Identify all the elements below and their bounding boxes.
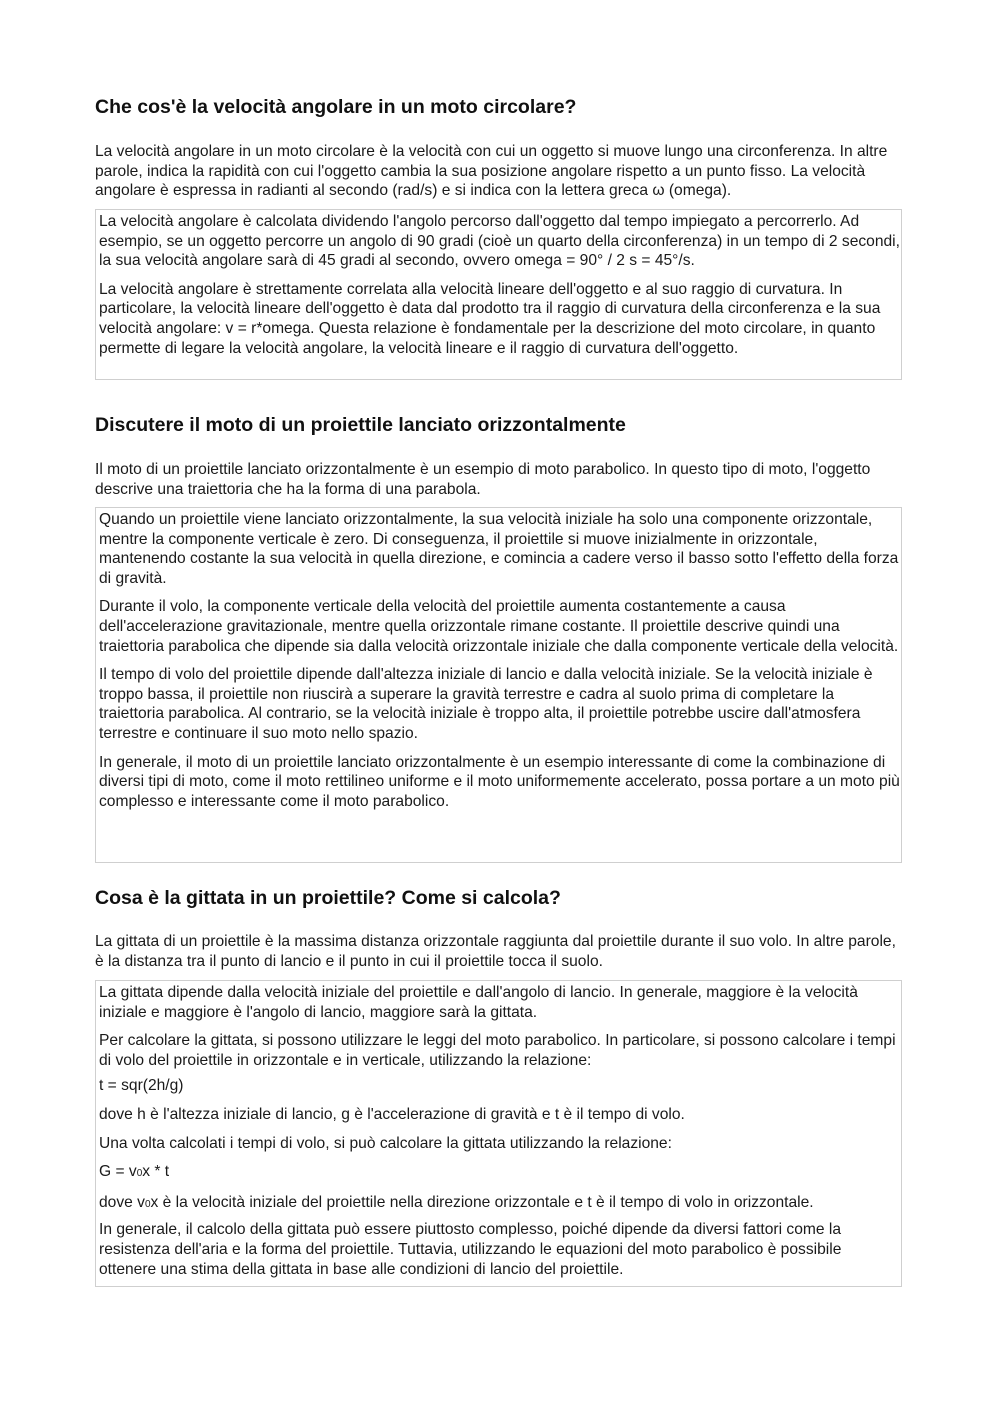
paragraph: Una volta calcolati i tempi di volo, si può calcolare la gittata utilizzando la relazione: bbox=[99, 1134, 672, 1152]
paragraph: Quando un proiettile viene lanciato orizzontalmente, la sua velocità iniziale ha solo una componente orizzontale, mentre la componente verticale è zero. Di conseguenza, il proiettile si muove inizialmente in orizzontale, mantenendo costante la sua velocità in quella direzione, e comincia a cadere verso il basso sotto l'effetto della forza di gravità. bbox=[99, 511, 899, 587]
formula-note bbox=[99, 1193, 901, 1215]
paragraph: In generale, il moto di un proiettile lanciato orizzontalmente è un esempio interessante di come la combinazione di diversi tipi di moto, come il moto rettilineo uniforme e il moto uniformemente accelerato, possa portare a un moto più complesso e interessante come il moto parabolico. bbox=[99, 753, 900, 810]
section-heading-projectile-range: Cosa è la gittata in un proiettile? Come si calcola? bbox=[95, 887, 561, 909]
formula-note-suffix: x è la velocità iniziale del proiettile nella direzione orizzontale e t è il tempo di volo in orizzontale. bbox=[150, 1193, 814, 1211]
formula-note-subscript: 0 bbox=[144, 1198, 151, 1210]
paragraph: Per calcolare la gittata, si possono utilizzare le leggi del moto parabolico. In particolare, si possono calcolare i tempi di volo del proiettile in orizzontale e in verticale, utilizzando la relazione: bbox=[99, 1032, 896, 1069]
formula-range-subscript: 0 bbox=[136, 1168, 143, 1180]
formula-time-of-flight: t = sqr(2h/g) bbox=[99, 1077, 184, 1095]
content-box-angular-velocity bbox=[95, 209, 902, 380]
section-heading-horizontal-projectile: Discutere il moto di un proiettile lanciato orizzontalmente bbox=[95, 414, 626, 436]
paragraph: dove h è l'altezza iniziale di lancio, g è l'accelerazione di gravità e t è il tempo di volo. bbox=[99, 1105, 685, 1123]
formula-range-suffix: x * t bbox=[142, 1163, 170, 1181]
section-intro-angular-velocity: La velocità angolare in un moto circolare è la velocità con cui un oggetto si muove lungo una circonferenza. In altre parole, indica la rapidità con cui l'oggetto cambia la sua posizione angolare rispetto a un punto fisso. La velocità angolare è espressa in radianti al secondo (rad/s) e si indica con la lettera greca ω (omega). bbox=[95, 143, 888, 200]
formula-range-prefix: G = v bbox=[99, 1163, 137, 1181]
content-box-horizontal-projectile bbox=[95, 507, 902, 863]
paragraph: La velocità angolare è strettamente correlata alla velocità lineare dell'oggetto e al suo raggio di curvatura. In particolare, la velocità lineare dell'oggetto è data dal prodotto tra il raggio di curvatura della circonferenza e la sua velocità angolare: v = r*omega. Questa relazione è fondamentale per la descrizione del moto circolare, in quanto permette di legare la velocità angolare, la velocità lineare e il raggio di curvatura dell'oggetto. bbox=[99, 280, 881, 357]
formula-range bbox=[99, 1162, 901, 1184]
paragraph: Il tempo di volo del proiettile dipende dall'altezza iniziale di lancio e dalla velocità iniziale. Se la velocità iniziale è troppo bassa, il proiettile non riuscirà a superare la gravità terrestre e cadra al suolo prima di completare la traiettoria parabolica. Al contrario, se la velocità iniziale è troppo alta, il proiettile potrebbe uscire dall'atmosfera terrestre e continuare il suo moto nello spazio. bbox=[99, 666, 873, 742]
section-heading-angular-velocity: Che cos'è la velocità angolare in un moto circolare? bbox=[95, 96, 577, 118]
formula-note-prefix: dove v bbox=[99, 1193, 145, 1211]
section-intro-horizontal-projectile: Il moto di un proiettile lanciato orizzontalmente è un esempio di moto parabolico. In questo tipo di moto, l'oggetto descrive una traiettoria che ha la forma di una parabola. bbox=[95, 461, 871, 498]
content-box-projectile-range bbox=[95, 980, 902, 1287]
paragraph: In generale, il calcolo della gittata può essere piuttosto complesso, poiché dipende da diversi fattori come la resistenza dell'aria e la forma del proiettile. Tuttavia, utilizzando le equazioni del moto parabolico è possibile ottenere una stima della gittata in base alle condizioni di lancio del proiettile. bbox=[99, 1221, 842, 1278]
paragraph: La velocità angolare è calcolata dividendo l'angolo percorso dall'oggetto dal tempo impiegato a percorrerlo. Ad esempio, se un oggetto percorre un angolo di 90 gradi (cioè un quarto della circonferenza) in un tempo di 2 secondi, la sua velocità angolare sarà di 45 gradi al secondo, ovvero omega = 90° / 2 s = 45°/s. bbox=[99, 213, 900, 270]
paragraph: La gittata dipende dalla velocità iniziale del proiettile e dall'angolo di lancio. In generale, maggiore è la velocità iniziale e maggiore è l'angolo di lancio, maggiore sarà la gittata. bbox=[99, 984, 858, 1021]
paragraph: Durante il volo, la componente verticale della velocità del proiettile aumenta costantemente a causa dell'accelerazione gravitazionale, mentre quella orizzontale rimane costante. Il proiettile descrive quindi una traiettoria parabolica che dipende sia dalla velocità orizzontale iniziale che dalla componente verticale della velocità. bbox=[99, 598, 899, 655]
section-intro-projectile-range: La gittata di un proiettile è la massima distanza orizzontale raggiunta dal proiettile durante il suo volo. In altre parole, è la distanza tra il punto di lancio e il punto in cui il proiettile tocca il suolo. bbox=[95, 933, 896, 970]
